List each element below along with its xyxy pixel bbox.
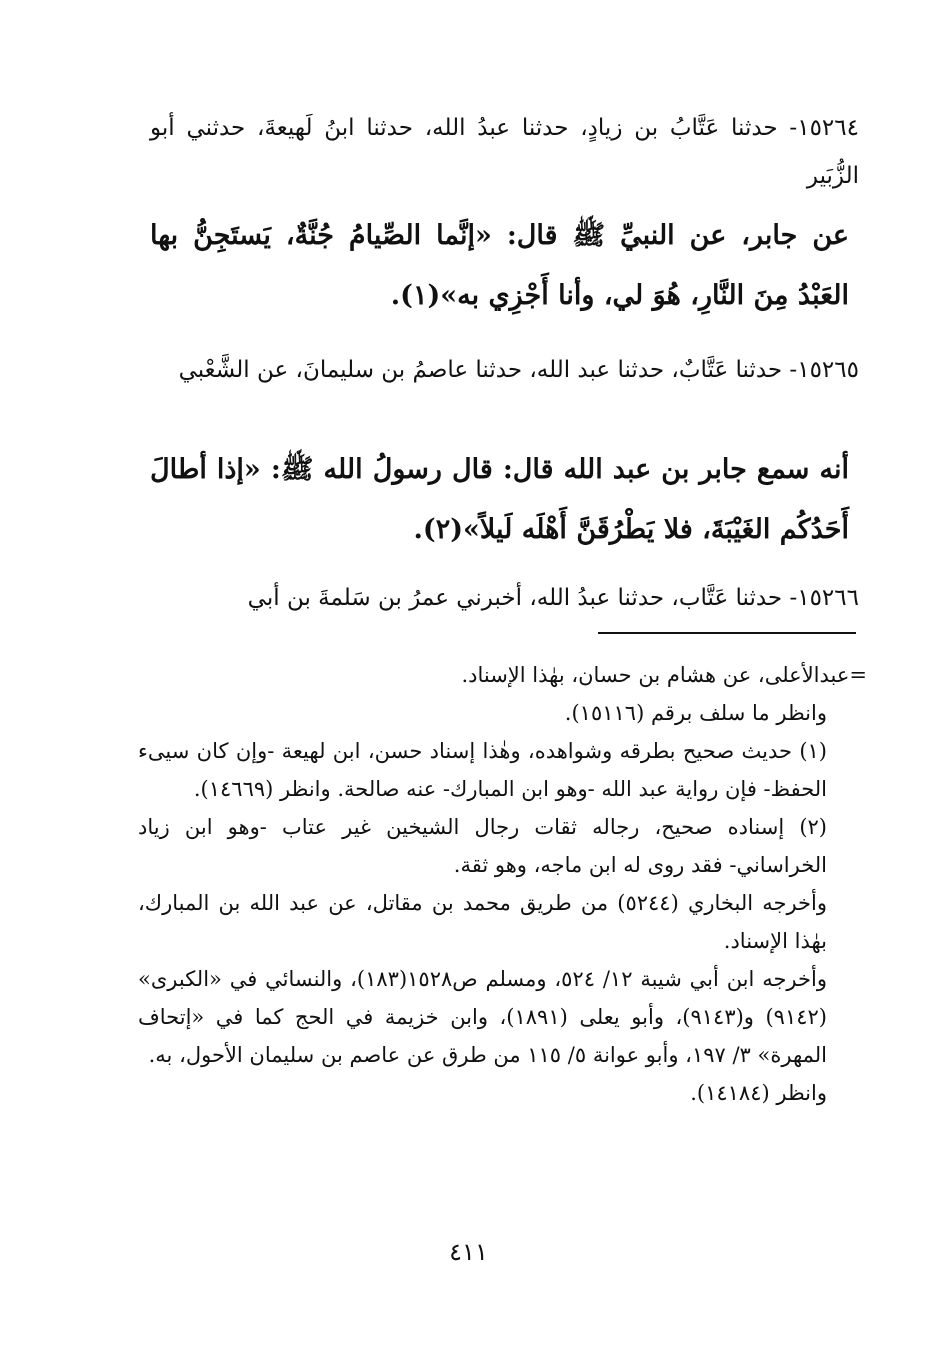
footnote-separator bbox=[598, 632, 856, 634]
footnotes bbox=[138, 656, 867, 1112]
page-number: ٤١١ bbox=[449, 1238, 488, 1266]
footnote-2-bukhari: وأخرجه البخاري (٥٢٤٤) من طريق محمد بن مقاتل، عن عبد الله بن المبارك، بهٰذا الإسناد. bbox=[138, 891, 828, 953]
footnote-see-also: وانظر ما سلف برقم (١٥١١٦). bbox=[564, 701, 827, 725]
footnote-2-see-also: وانظر (١٤١٨٤). bbox=[690, 1081, 827, 1105]
footnote-1: (١) حديث صحيح بطرقه وشواهده، وهٰذا إسناد حسن، ابن لهيعة -وإن كان سيىء الحفظ- فإن رواية عبد الله -وهو ابن المبارك- عنه صالحة. وانظر (١٤٦٦٩). bbox=[138, 739, 827, 801]
footnote-2-sources: وأخرجه ابن أبي شيبة ١٢/ ٥٢٤، ومسلم ص١٥٢٨(١٨٣)، والنسائي في «الكبرى» (٩١٤٢) و(٩١٤٣)، وأبو يعلى (١٨٩١)، وابن خزيمة في الحج كما في «إتحاف المهرة» ٣/ ١٩٧، وأبو عوانة ٥/ ١١٥ من طرق عن عاصم بن سليمان الأحول، به. bbox=[138, 967, 827, 1067]
hadith-15265-matn: أنه سمع جابر بن عبد الله قال: قال رسولُ الله ﷺ: «إذا أطالَ أَحَدُكُم الغَيْبَةَ، فلا يَطْرُقَنَّ أَهْلَه لَيلاً»(٢). bbox=[150, 454, 849, 545]
hadith-15264-matn: عن جابر، عن النبيِّ ﷺ قال: «إنَّما الصِّيامُ جُنَّةٌ، يَستَجِنُّ بها العَبْدُ مِنَ النَّارِ، هُوَ لي، وأنا أَجْزِي به»(١). bbox=[150, 220, 849, 311]
hadith-15266-isnad: ١٥٢٦٦- حدثنا عَتَّاب، حدثنا عبدُ الله، أخبرني عمرُ بن سَلمةَ بن أبي bbox=[247, 585, 859, 611]
footnote-continuation: =عبدالأعلى، عن هشام بن حسان، بهٰذا الإسناد. bbox=[461, 663, 867, 687]
footnote-2: (٢) إسناده صحيح، رجاله ثقات رجال الشيخين غير عتاب -وهو ابن زياد الخراساني- فقد روى له ابن ماجه، وهو ثقة. bbox=[138, 815, 827, 877]
hadith-15264-isnad: ١٥٢٦٤- حدثنا عَتَّابُ بن زيادٍ، حدثنا عبدُ الله، حدثنا ابنُ لَهيعةَ، حدثني أبو الزُّبَير bbox=[150, 115, 859, 189]
hadith-15265-isnad: ١٥٢٦٥- حدثنا عَتَّابٌ، حدثنا عبد الله، حدثنا عاصمُ بن سليمانَ، عن الشَّعْبي bbox=[178, 357, 859, 383]
